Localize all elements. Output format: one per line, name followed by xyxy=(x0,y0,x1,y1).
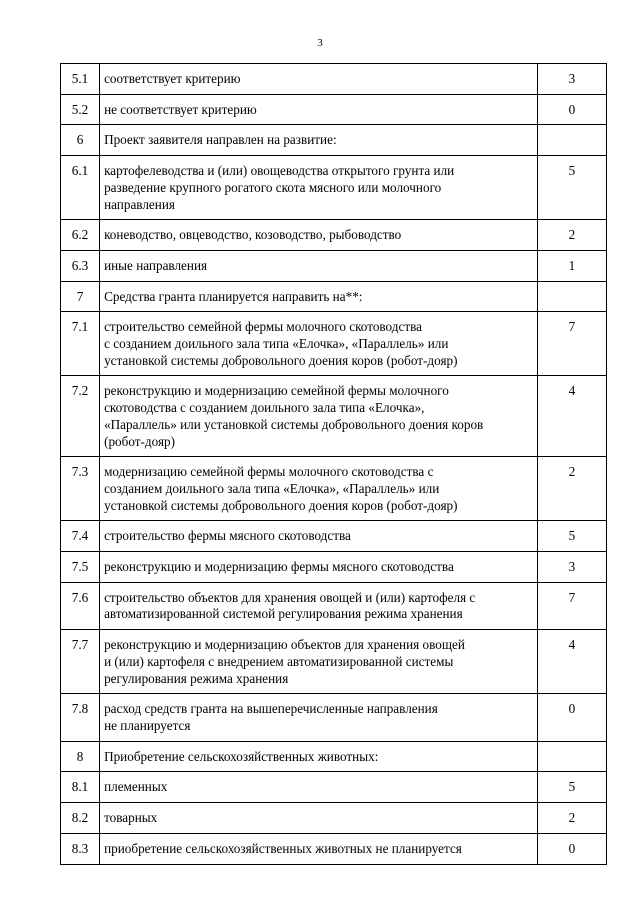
row-number: 8.2 xyxy=(61,803,100,834)
criterion-line: с созданием доильного зала типа «Елочка», «Параллель» или xyxy=(104,336,449,352)
table-row xyxy=(61,312,607,376)
criterion-text xyxy=(100,741,538,772)
table-row xyxy=(61,281,607,312)
row-number: 7.1 xyxy=(61,312,100,376)
page-number: 3 xyxy=(317,37,323,49)
criterion-line: картофелеводства и (или) овощеводства открытого грунта или xyxy=(104,163,455,179)
score-cell: 3 xyxy=(537,552,606,583)
criterion-text xyxy=(100,156,538,220)
score-cell xyxy=(537,125,606,156)
criterion-line: не планируется xyxy=(104,717,191,733)
table-row xyxy=(61,250,607,281)
table-row xyxy=(61,156,607,220)
table-row xyxy=(61,630,607,694)
row-number: 7.7 xyxy=(61,630,100,694)
score-cell: 0 xyxy=(537,694,606,741)
criterion-line: (робот-дояр) xyxy=(104,433,176,449)
criterion-line: установкой системы добровольного доения коров (робот-дояр) xyxy=(104,352,458,368)
criterion-text xyxy=(100,833,538,864)
criterion-line: и (или) картофеля с внедрением автоматизированной системы xyxy=(104,653,454,669)
score-cell: 7 xyxy=(537,312,606,376)
criterion-text xyxy=(100,803,538,834)
criterion-line: реконструкцию и модернизацию объектов для хранения овощей xyxy=(104,637,465,653)
criterion-line: Проект заявителя направлен на развитие: xyxy=(104,132,337,148)
row-number: 6.1 xyxy=(61,156,100,220)
row-number: 7.3 xyxy=(61,457,100,521)
row-number: 5.1 xyxy=(61,64,100,95)
criteria-table xyxy=(60,63,607,865)
table-row xyxy=(61,521,607,552)
row-number: 7 xyxy=(61,281,100,312)
score-cell: 0 xyxy=(537,833,606,864)
criterion-line: товарных xyxy=(104,810,158,826)
criterion-line: скотоводства с созданием доильного зала типа «Елочка», xyxy=(104,400,425,416)
criterion-line: автоматизированной системой регулирования режима хранения xyxy=(104,606,463,622)
criterion-line: направления xyxy=(104,196,175,212)
criterion-line: Средства гранта планируется направить на**: xyxy=(104,288,363,304)
criterion-line: соответствует критерию xyxy=(104,71,241,86)
score-cell: 5 xyxy=(537,156,606,220)
score-cell: 2 xyxy=(537,803,606,834)
table-row xyxy=(61,694,607,741)
criterion-line: разведение крупного рогатого скота мясного или молочного xyxy=(104,179,442,195)
score-cell: 4 xyxy=(537,630,606,694)
table-row xyxy=(61,582,607,629)
score-cell xyxy=(537,741,606,772)
criterion-line: не соответствует критерию xyxy=(104,101,257,117)
row-number: 6.2 xyxy=(61,220,100,251)
criterion-line: иные направления xyxy=(104,257,208,273)
criterion-text xyxy=(100,281,538,312)
criterion-line: приобретение сельскохозяйственных животных не планируется xyxy=(104,840,462,856)
row-number: 6 xyxy=(61,125,100,156)
score-cell: 2 xyxy=(537,220,606,251)
criterion-line: коневодство, овцеводство, козоводство, рыбоводство xyxy=(104,227,402,243)
row-number: 7.6 xyxy=(61,582,100,629)
criterion-text xyxy=(100,457,538,521)
criterion-line: реконструкцию и модернизацию фермы мясного скотоводства xyxy=(104,559,454,575)
score-cell: 5 xyxy=(537,772,606,803)
criterion-line: «Параллель» или установкой системы добровольного доения коров xyxy=(104,416,484,432)
criterion-line: регулирования режима хранения xyxy=(104,670,289,686)
row-number: 7.4 xyxy=(61,521,100,552)
criterion-line: модернизацию семейной фермы молочного скотоводства с xyxy=(104,464,434,480)
row-number: 5.2 xyxy=(61,94,100,125)
criterion-text xyxy=(100,521,538,552)
criterion-text xyxy=(100,64,538,95)
criterion-line: Приобретение сельскохозяйственных животных: xyxy=(104,748,379,764)
row-number: 7.5 xyxy=(61,552,100,583)
criterion-text xyxy=(100,250,538,281)
criterion-text xyxy=(100,312,538,376)
criterion-text xyxy=(100,220,538,251)
score-cell: 0 xyxy=(537,94,606,125)
criterion-text xyxy=(100,694,538,741)
criterion-line: реконструкцию и модернизацию семейной фермы молочного xyxy=(104,383,449,399)
table-row xyxy=(61,376,607,457)
criterion-line: строительство фермы мясного скотоводства xyxy=(104,528,351,544)
row-number: 8 xyxy=(61,741,100,772)
score-cell: 5 xyxy=(537,521,606,552)
criterion-text xyxy=(100,376,538,457)
criterion-line: строительство семейной фермы молочного скотоводства xyxy=(104,319,422,335)
score-cell: 1 xyxy=(537,250,606,281)
criterion-line: расход средств гранта на вышеперечисленные направления xyxy=(104,701,438,717)
row-number: 8.3 xyxy=(61,833,100,864)
row-number: 6.3 xyxy=(61,250,100,281)
row-number: 7.8 xyxy=(61,694,100,741)
criterion-line: строительство объектов для хранения овощей и (или) картофеля с xyxy=(104,589,476,605)
table-row xyxy=(61,64,607,95)
criterion-text xyxy=(100,772,538,803)
table-row xyxy=(61,457,607,521)
score-cell: 7 xyxy=(537,582,606,629)
criterion-text xyxy=(100,552,538,583)
table-row xyxy=(61,803,607,834)
criterion-text xyxy=(100,582,538,629)
criterion-line: созданием доильного зала типа «Елочка», «Параллель» или xyxy=(104,480,440,496)
score-cell: 3 xyxy=(537,64,606,95)
table-row xyxy=(61,125,607,156)
criteria-table-body xyxy=(61,64,607,865)
criterion-text xyxy=(100,125,538,156)
criterion-line: установкой системы добровольного доения коров (робот-дояр) xyxy=(104,497,458,513)
criterion-text xyxy=(100,94,538,125)
table-row xyxy=(61,552,607,583)
table-row xyxy=(61,772,607,803)
criterion-line: племенных xyxy=(104,779,168,795)
score-cell: 4 xyxy=(537,376,606,457)
table-row xyxy=(61,94,607,125)
table-row xyxy=(61,833,607,864)
table-row xyxy=(61,220,607,251)
criterion-text xyxy=(100,630,538,694)
score-cell xyxy=(537,281,606,312)
table-row xyxy=(61,741,607,772)
row-number: 8.1 xyxy=(61,772,100,803)
score-cell: 2 xyxy=(537,457,606,521)
row-number: 7.2 xyxy=(61,376,100,457)
